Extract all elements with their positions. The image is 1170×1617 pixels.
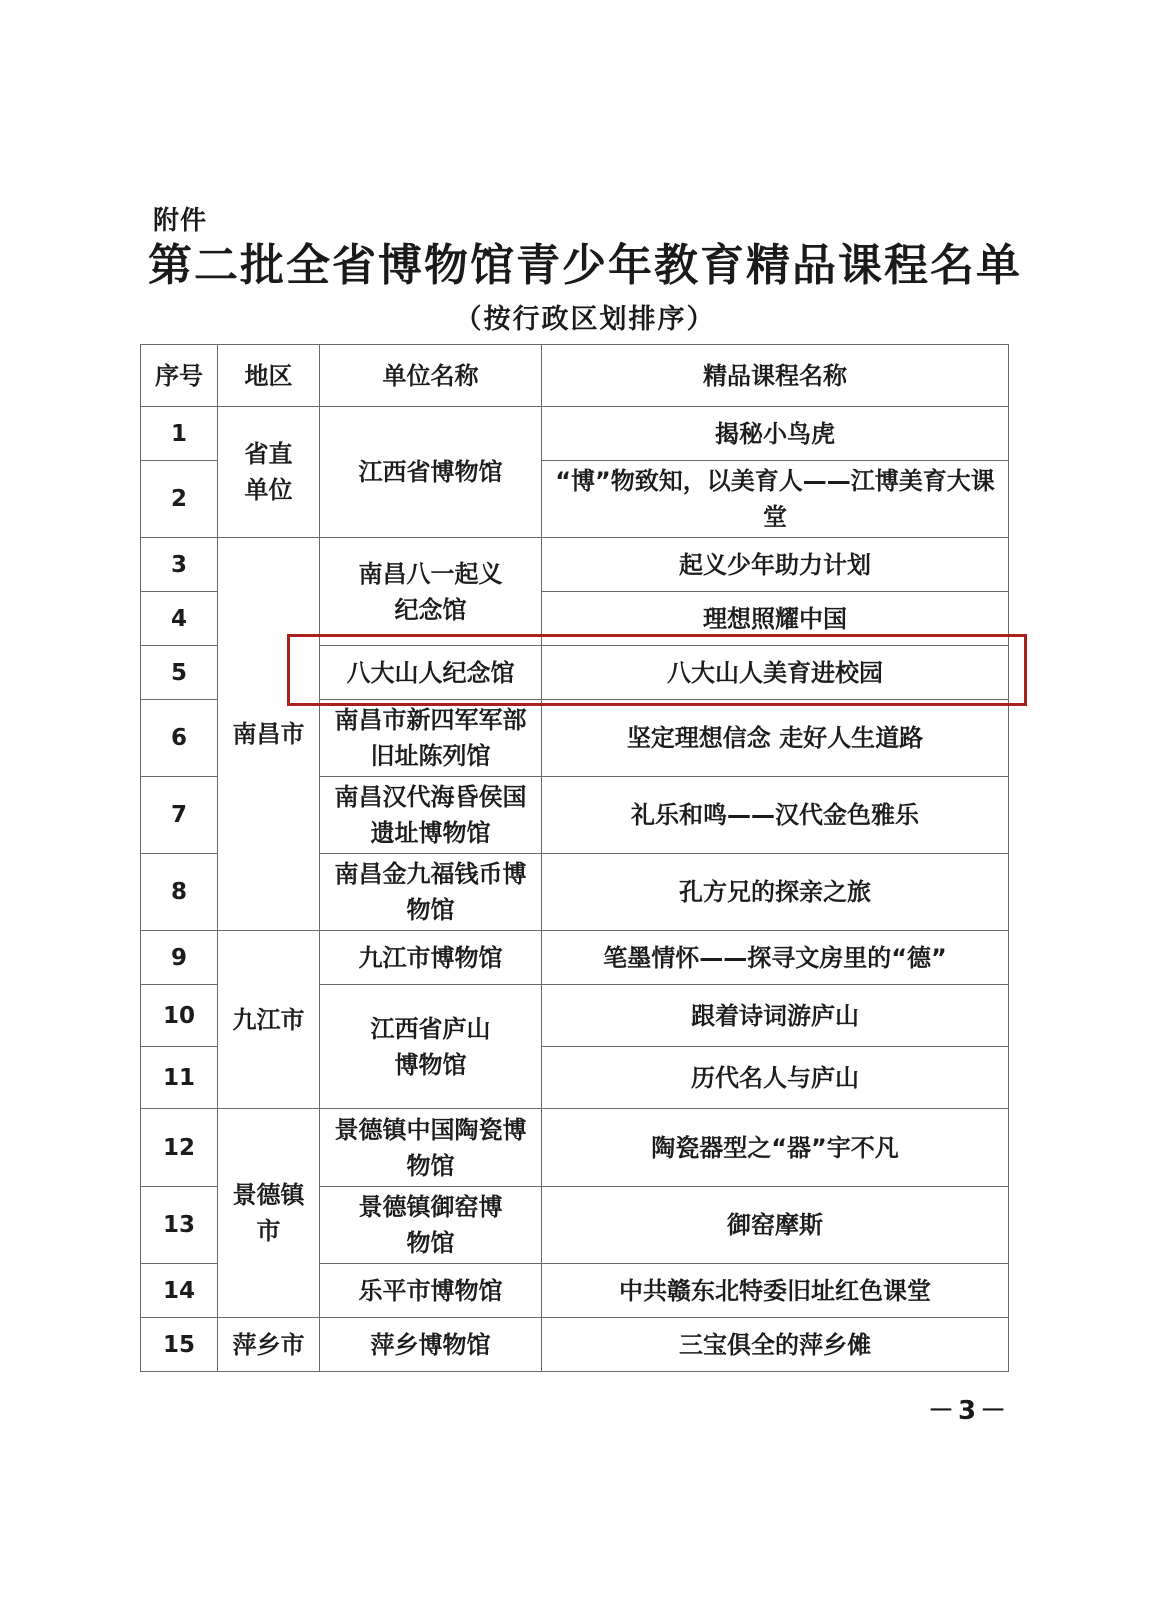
row-number: 5 (141, 646, 218, 700)
region-cell: 景德镇市 (218, 1109, 320, 1318)
row-number: 8 (141, 854, 218, 931)
header-region: 地区 (218, 345, 320, 407)
unit-cell: 江西省博物馆 (320, 407, 542, 538)
unit-cell: 南昌八一起义纪念馆 (320, 538, 542, 646)
course-cell: 起义少年助力计划 (542, 538, 1009, 592)
table-header-row (141, 345, 1009, 407)
table-row (141, 1318, 1009, 1372)
unit-cell: 景德镇中国陶瓷博物馆 (320, 1109, 542, 1187)
header-course: 精品课程名称 (542, 345, 1009, 407)
header-number: 序号 (141, 345, 218, 407)
course-cell: 孔方兄的探亲之旅 (542, 854, 1009, 931)
document-title: 第二批全省博物馆青少年教育精品课程名单 (148, 240, 1022, 291)
unit-cell: 南昌汉代海昏侯国遗址博物馆 (320, 777, 542, 854)
region-cell: 萍乡市 (218, 1318, 320, 1372)
table-row (141, 1109, 1009, 1187)
row-number: 1 (141, 407, 218, 461)
unit-cell: 萍乡博物馆 (320, 1318, 542, 1372)
row-number: 13 (141, 1187, 218, 1264)
table-row (141, 538, 1009, 592)
row-number: 7 (141, 777, 218, 854)
course-cell: 坚定理想信念 走好人生道路 (542, 700, 1009, 777)
row-number: 11 (141, 1047, 218, 1109)
row-number: 15 (141, 1318, 218, 1372)
unit-cell: 乐平市博物馆 (320, 1264, 542, 1318)
course-cell: “博”物致知，以美育人——江博美育大课堂 (542, 461, 1009, 538)
table-row (141, 931, 1009, 985)
course-cell: 八大山人美育进校园 (542, 646, 1009, 700)
row-number: 9 (141, 931, 218, 985)
course-cell: 揭秘小鸟虎 (542, 407, 1009, 461)
course-cell: 三宝俱全的萍乡傩 (542, 1318, 1009, 1372)
row-number: 12 (141, 1109, 218, 1187)
attachment-label: 附件 (153, 206, 208, 236)
row-number: 4 (141, 592, 218, 646)
region-cell: 九江市 (218, 931, 320, 1109)
course-cell: 御窑摩斯 (542, 1187, 1009, 1264)
document-subtitle: （按行政区划排序） (454, 304, 716, 335)
table-row (141, 407, 1009, 461)
unit-cell: 景德镇御窑博物馆 (320, 1187, 542, 1264)
course-cell: 历代名人与庐山 (542, 1047, 1009, 1109)
row-number: 2 (141, 461, 218, 538)
header-unit: 单位名称 (320, 345, 542, 407)
region-cell: 省直单位 (218, 407, 320, 538)
region-cell: 南昌市 (218, 538, 320, 931)
row-number: 6 (141, 700, 218, 777)
unit-cell: 南昌金九福钱币博物馆 (320, 854, 542, 931)
unit-cell: 江西省庐山博物馆 (320, 985, 542, 1109)
course-cell: 跟着诗词游庐山 (542, 985, 1009, 1047)
course-table (140, 344, 1009, 1372)
row-number: 14 (141, 1264, 218, 1318)
unit-cell: 南昌市新四军军部旧址陈列馆 (320, 700, 542, 777)
course-cell: 礼乐和鸣——汉代金色雅乐 (542, 777, 1009, 854)
course-cell: 笔墨情怀——探寻文房里的“德” (542, 931, 1009, 985)
unit-cell: 八大山人纪念馆 (320, 646, 542, 700)
row-number: 10 (141, 985, 218, 1047)
row-number: 3 (141, 538, 218, 592)
page-number: －3－ (928, 1396, 1011, 1426)
unit-cell: 九江市博物馆 (320, 931, 542, 985)
course-cell: 中共赣东北特委旧址红色课堂 (542, 1264, 1009, 1318)
course-cell: 陶瓷器型之“器”宇不凡 (542, 1109, 1009, 1187)
course-cell: 理想照耀中国 (542, 592, 1009, 646)
